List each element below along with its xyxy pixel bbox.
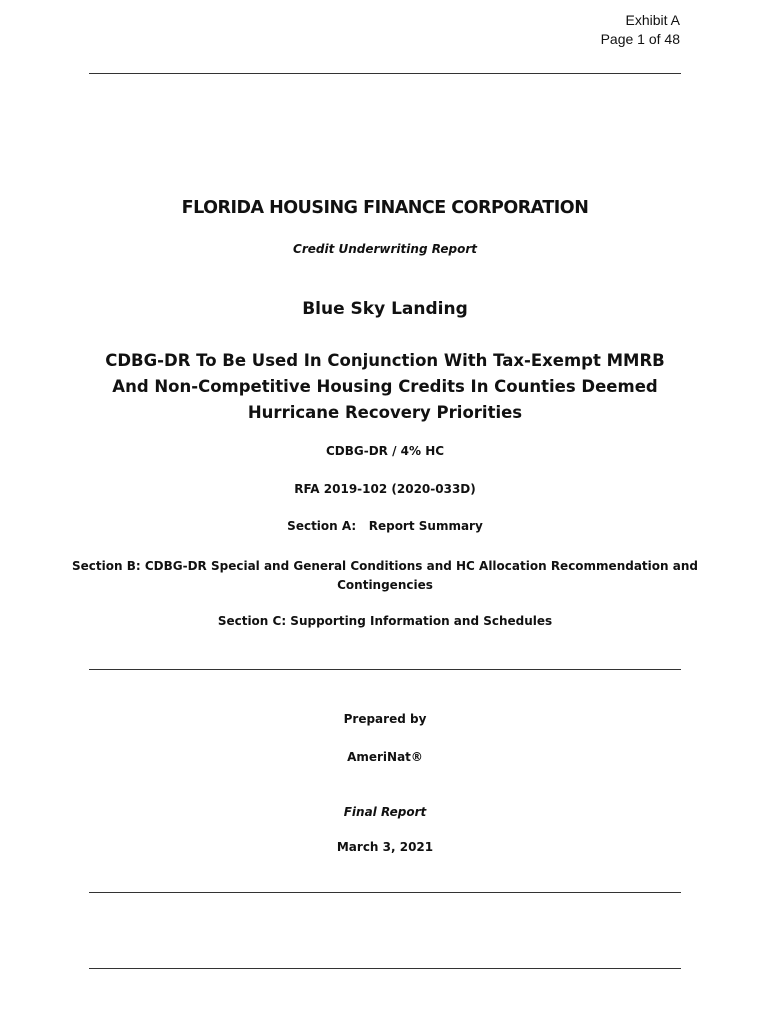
section-b: Section B: CDBG-DR Special and General Conditions and HC Allocation Recommendation and Contingencies (72, 559, 698, 592)
program-code: CDBG-DR / 4% HC (325, 444, 445, 458)
divider-bottom (89, 968, 681, 969)
project-name: Blue Sky Landing (302, 299, 468, 319)
section-a: Section A: Report Summary (287, 519, 483, 533)
page-number: Page 1 of 48 (600, 31, 680, 47)
divider-lower (89, 892, 681, 893)
report-status: Final Report (343, 805, 427, 819)
program-title: CDBG-DR To Be Used In Conjunction With Tax-Exempt MMRB And Non-Competitive Housing Credits In Counties Deemed Hurricane Recovery Priorities (105, 351, 665, 422)
prepared-by-label: Prepared by (343, 712, 427, 726)
page-header (601, 11, 680, 49)
divider-top (89, 73, 681, 74)
report-subtitle: Credit Underwriting Report (293, 242, 477, 256)
preparer-name: AmeriNat® (347, 750, 423, 764)
divider-middle (89, 669, 681, 670)
report-date: March 3, 2021 (336, 840, 434, 854)
page-title: FLORIDA HOUSING FINANCE CORPORATION (181, 198, 589, 218)
section-c: Section C: Supporting Information and Schedules (217, 614, 553, 628)
rfa-number: RFA 2019-102 (2020-033D) (294, 482, 476, 496)
exhibit-label: Exhibit A (625, 12, 680, 28)
